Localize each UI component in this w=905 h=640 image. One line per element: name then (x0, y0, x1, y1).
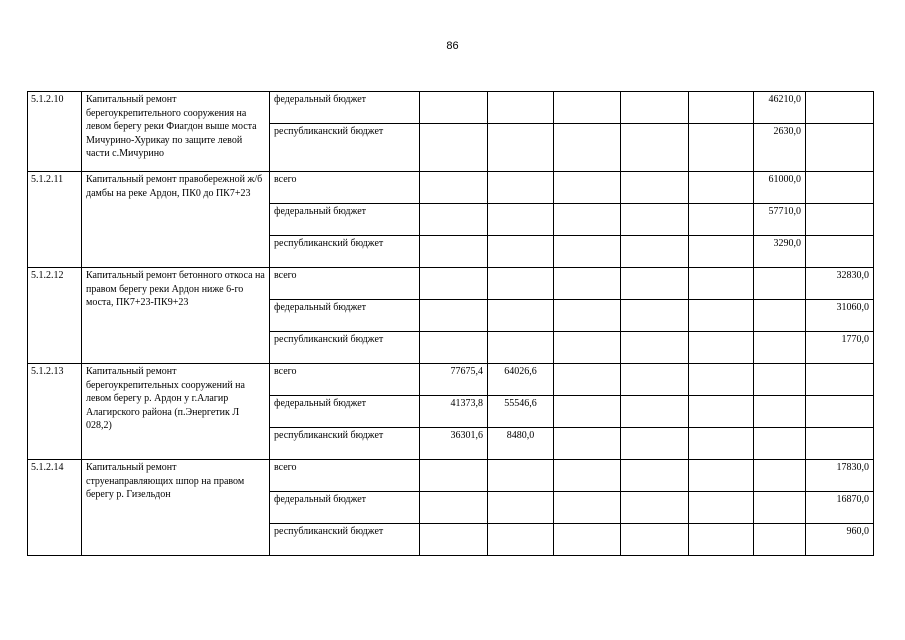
amount-cell (621, 428, 689, 460)
amount-cell (488, 172, 554, 204)
amount-cell (420, 332, 488, 364)
amount-cell: 960,0 (806, 524, 874, 556)
item-name: Капитальный ремонт берегоукрепительных сооружений на левом берегу р. Ардон у г.Алагир Алагирского района (п.Энергетик Л 028,2) (82, 364, 270, 460)
amount-cell: 16870,0 (806, 492, 874, 524)
item-name: Капитальный ремонт бетонного откоса на правом берегу реки Ардон ниже 6-го моста, ПК7+23-ПК9+23 (82, 268, 270, 364)
item-name: Капитальный ремонт берегоукрепительного сооружения на левом берегу реки Фиагдон выше моста Мичурино-Хурикау по защите левой части с.Мичурино (82, 92, 270, 172)
amount-cell (488, 204, 554, 236)
amount-cell (488, 268, 554, 300)
amount-cell: 61000,0 (754, 172, 806, 204)
amount-cell (806, 396, 874, 428)
amount-cell: 17830,0 (806, 460, 874, 492)
amount-cell (488, 92, 554, 124)
amount-cell (689, 300, 754, 332)
budget-table-body (28, 92, 874, 556)
funding-source: федеральный бюджет (270, 300, 420, 332)
amount-cell: 3290,0 (754, 236, 806, 268)
amount-cell (689, 236, 754, 268)
amount-cell (554, 460, 621, 492)
amount-cell: 31060,0 (806, 300, 874, 332)
amount-cell (689, 428, 754, 460)
amount-cell (689, 172, 754, 204)
amount-cell (554, 332, 621, 364)
amount-cell (554, 492, 621, 524)
amount-cell: 41373,8 (420, 396, 488, 428)
page-number: 86 (446, 40, 459, 52)
amount-cell (621, 332, 689, 364)
amount-cell (806, 92, 874, 124)
amount-cell: 64026,6 (488, 364, 554, 396)
amount-cell: 46210,0 (754, 92, 806, 124)
item-name: Капитальный ремонт правобережной ж/б дамбы на реке Ардон, ПК0 до ПК7+23 (82, 172, 270, 268)
amount-cell (806, 364, 874, 396)
funding-source: всего (270, 460, 420, 492)
amount-cell (420, 236, 488, 268)
funding-source: республиканский бюджет (270, 428, 420, 460)
amount-cell (488, 492, 554, 524)
amount-cell (689, 524, 754, 556)
amount-cell (754, 396, 806, 428)
table-row (28, 460, 874, 492)
amount-cell (554, 92, 621, 124)
funding-source: республиканский бюджет (270, 524, 420, 556)
funding-source: всего (270, 268, 420, 300)
amount-cell: 36301,6 (420, 428, 488, 460)
amount-cell: 57710,0 (754, 204, 806, 236)
amount-cell (621, 204, 689, 236)
amount-cell (554, 524, 621, 556)
funding-source: федеральный бюджет (270, 396, 420, 428)
amount-cell (554, 300, 621, 332)
amount-cell (621, 396, 689, 428)
amount-cell (806, 172, 874, 204)
amount-cell (420, 524, 488, 556)
item-code: 5.1.2.10 (28, 92, 82, 172)
amount-cell (420, 204, 488, 236)
amount-cell (621, 236, 689, 268)
amount-cell (621, 300, 689, 332)
amount-cell (420, 300, 488, 332)
item-code: 5.1.2.13 (28, 364, 82, 460)
funding-source: республиканский бюджет (270, 332, 420, 364)
amount-cell (689, 268, 754, 300)
funding-source: республиканский бюджет (270, 124, 420, 172)
amount-cell (689, 460, 754, 492)
amount-cell (554, 268, 621, 300)
amount-cell (621, 524, 689, 556)
amount-cell (754, 492, 806, 524)
amount-cell: 77675,4 (420, 364, 488, 396)
amount-cell (621, 364, 689, 396)
amount-cell (554, 428, 621, 460)
amount-cell (754, 332, 806, 364)
amount-cell (754, 268, 806, 300)
amount-cell (554, 172, 621, 204)
amount-cell (621, 492, 689, 524)
amount-cell (488, 124, 554, 172)
item-code: 5.1.2.11 (28, 172, 82, 268)
table-row (28, 364, 874, 396)
amount-cell (754, 300, 806, 332)
amount-cell (621, 460, 689, 492)
amount-cell (554, 364, 621, 396)
amount-cell (488, 300, 554, 332)
amount-cell: 32830,0 (806, 268, 874, 300)
amount-cell (689, 204, 754, 236)
amount-cell (488, 332, 554, 364)
amount-cell (554, 396, 621, 428)
amount-cell (420, 460, 488, 492)
amount-cell: 8480,0 (488, 428, 554, 460)
table-row (28, 92, 874, 124)
funding-source: федеральный бюджет (270, 204, 420, 236)
table-row (28, 172, 874, 204)
amount-cell (754, 364, 806, 396)
item-code: 5.1.2.12 (28, 268, 82, 364)
amount-cell (420, 172, 488, 204)
amount-cell (689, 396, 754, 428)
amount-cell (621, 268, 689, 300)
amount-cell (806, 236, 874, 268)
amount-cell (689, 124, 754, 172)
amount-cell (806, 204, 874, 236)
amount-cell (806, 428, 874, 460)
amount-cell (488, 460, 554, 492)
funding-source: республиканский бюджет (270, 236, 420, 268)
amount-cell (420, 268, 488, 300)
amount-cell (420, 124, 488, 172)
funding-source: всего (270, 172, 420, 204)
amount-cell (621, 172, 689, 204)
item-code: 5.1.2.14 (28, 460, 82, 556)
table-row (28, 268, 874, 300)
amount-cell (621, 92, 689, 124)
amount-cell (554, 236, 621, 268)
amount-cell: 1770,0 (806, 332, 874, 364)
amount-cell (689, 364, 754, 396)
amount-cell (554, 124, 621, 172)
amount-cell (488, 236, 554, 268)
amount-cell (754, 428, 806, 460)
amount-cell (689, 492, 754, 524)
amount-cell: 55546,6 (488, 396, 554, 428)
amount-cell (420, 492, 488, 524)
amount-cell (488, 524, 554, 556)
amount-cell (806, 124, 874, 172)
amount-cell (689, 332, 754, 364)
funding-source: федеральный бюджет (270, 492, 420, 524)
funding-source: федеральный бюджет (270, 92, 420, 124)
funding-source: всего (270, 364, 420, 396)
amount-cell (621, 124, 689, 172)
amount-cell (754, 524, 806, 556)
budget-table (27, 91, 874, 556)
amount-cell (754, 460, 806, 492)
amount-cell (689, 92, 754, 124)
amount-cell (420, 92, 488, 124)
amount-cell: 2630,0 (754, 124, 806, 172)
amount-cell (554, 204, 621, 236)
item-name: Капитальный ремонт струенаправляющих шпор на правом берегу р. Гизельдон (82, 460, 270, 556)
